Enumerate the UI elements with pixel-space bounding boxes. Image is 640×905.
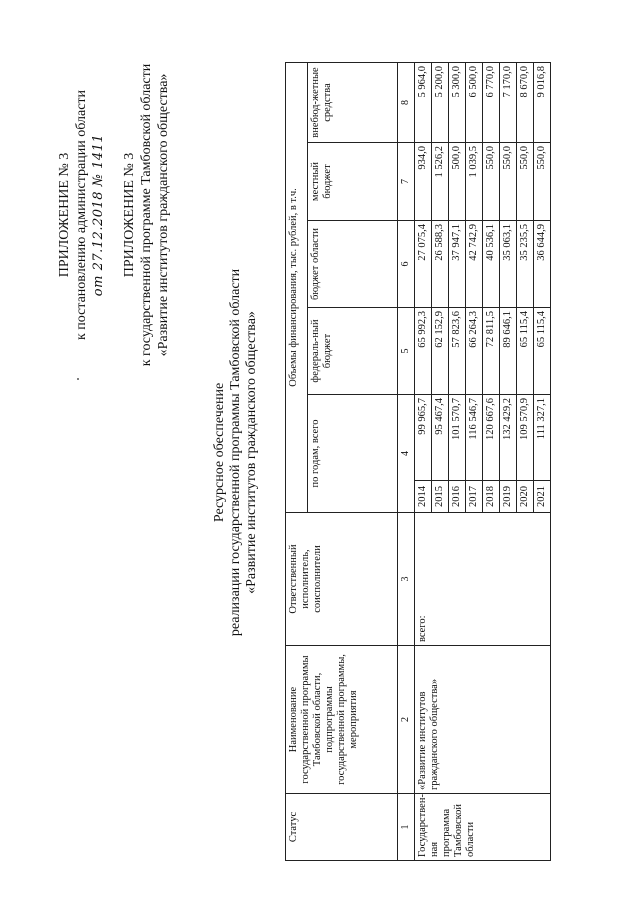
funding-table (285, 62, 551, 861)
index-row (398, 62, 415, 860)
header-funding-volume: Объемы финансирования, тыс. рублей, в т.ч. (286, 62, 308, 512)
index-cell: 2 (398, 646, 415, 794)
local-cell: 550,0 (517, 143, 534, 221)
regional-cell: 36 644,9 (534, 221, 551, 308)
local-cell: 500,0 (449, 143, 466, 221)
federal-cell: 89 646,1 (500, 308, 517, 395)
regional-cell: 40 536,1 (483, 221, 500, 308)
year-cell: 2014 (415, 481, 432, 513)
offbudget-cell: 8 670,0 (517, 62, 534, 142)
header-federal: федераль-ный бюджет (308, 308, 398, 395)
index-cell: 3 (398, 513, 415, 646)
header-by-year: по годам, всего (308, 395, 398, 513)
year-cell: 2015 (432, 481, 449, 513)
table-row (415, 62, 432, 860)
index-cell: 5 (398, 308, 415, 395)
total-cell: 109 570,9 (517, 395, 534, 481)
appendix-program-title: ПРИЛОЖЕНИЕ № 3 (122, 152, 137, 278)
header-executor: Ответственный исполнитель, соисполнители (286, 513, 398, 646)
offbudget-cell: 5 300,0 (449, 62, 466, 142)
appendix-handwritten-date-number: от 27.12.2018 № 1411 (91, 133, 106, 297)
document-heading (212, 40, 260, 865)
year-cell: 2016 (449, 481, 466, 513)
total-cell: 132 429,2 (500, 395, 517, 481)
federal-cell: 62 152,9 (432, 308, 449, 395)
local-cell: 934,0 (415, 143, 432, 221)
offbudget-cell: 6 770,0 (483, 62, 500, 142)
scan-speck (77, 378, 79, 380)
appendix-program-name: «Развитие институтов гражданского общества» (156, 73, 171, 357)
status-cell: Государствен-ная программа Тамбовской области (415, 794, 551, 861)
heading-line-3: «Развитие институтов гражданского общества» (244, 311, 259, 594)
offbudget-cell: 6 500,0 (466, 62, 483, 142)
federal-cell: 65 115,4 (517, 308, 534, 395)
local-cell: 550,0 (483, 143, 500, 221)
index-cell: 6 (398, 221, 415, 308)
appendix-title: ПРИЛОЖЕНИЕ № 3 (57, 152, 72, 278)
heading-line-2: реализации государственной программы Тамбовской области (228, 268, 243, 637)
appendix-program-ref: к государственной программе Тамбовской области (139, 63, 154, 367)
year-cell: 2017 (466, 481, 483, 513)
total-cell: 111 327,1 (534, 395, 551, 481)
federal-cell: 66 264,3 (466, 308, 483, 395)
regional-cell: 35 235,5 (517, 221, 534, 308)
program-name-cell: «Развитие институтов гражданского общества» (415, 646, 551, 794)
offbudget-cell: 5 200,0 (432, 62, 449, 142)
index-cell: 4 (398, 395, 415, 513)
regional-cell: 27 075,4 (415, 221, 432, 308)
year-cell: 2021 (534, 481, 551, 513)
year-cell: 2020 (517, 481, 534, 513)
regional-cell: 35 063,1 (500, 221, 517, 308)
header-regional: бюджет области (308, 221, 398, 308)
total-cell: 116 546,7 (466, 395, 483, 481)
appendix-decree-ref: к постановлению администрации области (74, 89, 89, 341)
local-cell: 550,0 (500, 143, 517, 221)
total-cell: 95 467,4 (432, 395, 449, 481)
regional-cell: 42 742,9 (466, 221, 483, 308)
offbudget-cell: 9 016,8 (534, 62, 551, 142)
index-cell: 7 (398, 143, 415, 221)
federal-cell: 57 823,6 (449, 308, 466, 395)
index-cell: 8 (398, 62, 415, 142)
federal-cell: 65 115,4 (534, 308, 551, 395)
year-cell: 2019 (500, 481, 517, 513)
header-local: местный бюджет (308, 143, 398, 221)
header-name: Наименование государственной программы Тамбовской области, подпрограммы государственной программы, мероприятия (286, 646, 398, 794)
index-cell: 1 (398, 794, 415, 861)
local-cell: 550,0 (534, 143, 551, 221)
header-offbudget: внебюд-жетные средства (308, 62, 398, 142)
local-cell: 1 039,5 (466, 143, 483, 221)
local-cell: 1 526,2 (432, 143, 449, 221)
appendix-block (56, 25, 172, 405)
regional-cell: 26 588,3 (432, 221, 449, 308)
offbudget-cell: 7 170,0 (500, 62, 517, 142)
header-status: Статус (286, 794, 398, 861)
federal-cell: 65 992,3 (415, 308, 432, 395)
offbudget-cell: 5 964,0 (415, 62, 432, 142)
total-cell: 120 667,6 (483, 395, 500, 481)
total-cell: 101 570,7 (449, 395, 466, 481)
year-cell: 2018 (483, 481, 500, 513)
regional-cell: 37 947,1 (449, 221, 466, 308)
total-cell: 99 965,7 (415, 395, 432, 481)
federal-cell: 72 811,5 (483, 308, 500, 395)
heading-line-1: Ресурсное обеспечение (212, 382, 227, 523)
executor-cell: всего: (415, 513, 551, 646)
